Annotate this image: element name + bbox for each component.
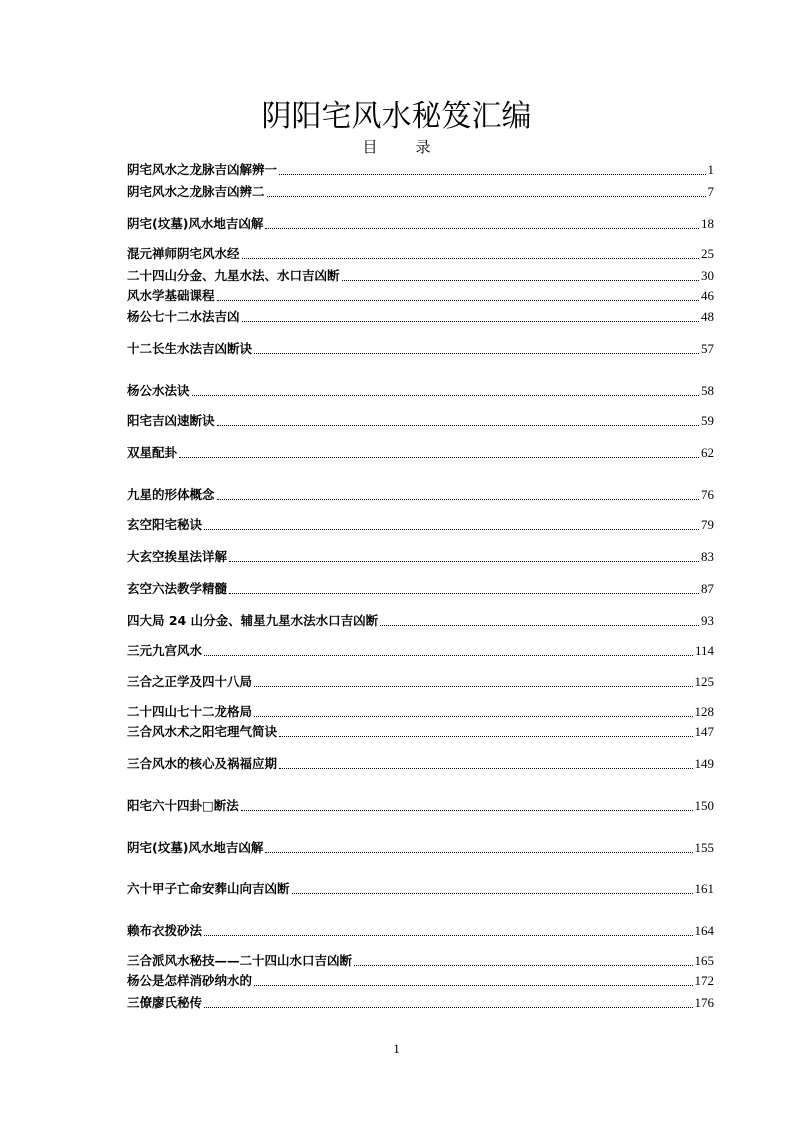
toc-entry-page: 59 (701, 413, 714, 428)
toc-entry-title: 三合之正学及四十八局 (127, 674, 253, 689)
toc-entry-page: 128 (694, 704, 714, 719)
toc-entry-page: 1 (707, 162, 714, 177)
dot-leader (254, 984, 692, 986)
toc-entry-title: 杨公七十二水法吉凶 (127, 309, 240, 324)
toc-entry-page: 172 (694, 973, 714, 988)
toc-entry-title: 三元九宫风水 (127, 643, 203, 658)
toc-entry[interactable] (127, 877, 714, 897)
toc-entry-page: 165 (694, 953, 714, 968)
toc-entry-title: 阳宅吉凶速断诀 (127, 413, 215, 428)
dot-leader (179, 456, 699, 458)
toc-entry[interactable] (127, 545, 714, 565)
toc-entry-title: 玄空阳宅秘诀 (127, 517, 203, 532)
toc-entry-title: 杨公水法诀 (127, 383, 190, 398)
toc-entry-title: 杨公是怎样消砂纳水的 (127, 973, 253, 988)
dot-leader (279, 767, 692, 769)
page-number: 1 (393, 1041, 400, 1056)
dot-leader (354, 964, 692, 966)
toc-entry-title: 赖布衣拨砂法 (127, 923, 203, 938)
toc-entry-title: 四大局 24 山分金、辅星九星水法水口吉凶断 (127, 613, 379, 628)
toc-entry[interactable] (127, 305, 714, 325)
dot-leader (279, 735, 692, 737)
toc-entry-page: 83 (701, 549, 714, 564)
toc-entry-title: 三合风水的核心及祸福应期 (127, 756, 278, 771)
dot-leader (217, 498, 699, 500)
toc-entry-page: 46 (701, 288, 714, 303)
toc-entry-title: 三僚廖氏秘传 (127, 995, 203, 1010)
toc-entry-title: 九星的形体概念 (127, 487, 215, 502)
toc-entry-page: 93 (701, 613, 714, 628)
toc-entry-page: 48 (701, 309, 714, 324)
toc-entry-page: 164 (694, 923, 714, 938)
toc-entry-page: 161 (694, 881, 714, 896)
toc-entry[interactable] (127, 409, 714, 429)
dot-leader (265, 851, 692, 853)
toc-entry-title: 阴宅风水之龙脉吉凶解辨一 (127, 162, 278, 177)
toc-entry-title: 玄空六法教学精髓 (127, 581, 228, 596)
dot-leader (241, 809, 693, 811)
toc-entry[interactable] (127, 379, 714, 399)
toc-entry-page: 62 (701, 445, 714, 460)
dot-leader (254, 685, 692, 687)
toc-entry[interactable] (127, 483, 714, 503)
toc-entry-title: 阴宅(坟墓)风水地吉凶解 (127, 216, 264, 231)
toc-entry-page: 155 (694, 840, 714, 855)
toc-entry-title: 十二长生水法吉凶断诀 (127, 341, 253, 356)
toc-entry[interactable] (127, 284, 714, 304)
dot-leader (229, 560, 699, 562)
toc-entry-page: 150 (694, 798, 714, 813)
toc-entry-page: 125 (694, 674, 714, 689)
dot-leader (204, 934, 692, 936)
dot-leader (380, 624, 699, 626)
toc-entry[interactable] (127, 949, 714, 969)
toc-entry-title: 阴宅(坟墓)风水地吉凶解 (127, 840, 264, 855)
dot-leader (204, 528, 699, 530)
toc-entry[interactable] (127, 919, 714, 939)
dot-leader (267, 195, 706, 197)
document-title: 阴阳宅风水秘笈汇编 (261, 99, 532, 134)
toc-entry[interactable] (127, 158, 714, 178)
toc-entry-page: 30 (701, 268, 714, 283)
toc-heading: 目录 (362, 138, 469, 156)
toc-entry-title: 六十甲子亡命安葬山向吉凶断 (127, 881, 290, 896)
toc-entry[interactable] (127, 794, 714, 814)
toc-entry-page: 176 (694, 995, 714, 1010)
dot-leader (292, 892, 693, 894)
toc-entry-page: 18 (701, 216, 714, 231)
toc-entry-title: 阳宅六十四卦□断法 (127, 798, 239, 813)
toc-entry-page: 25 (701, 246, 714, 261)
toc-entry-title: 双星配卦 (127, 445, 178, 460)
toc-entry-page: 87 (701, 581, 714, 596)
dot-leader (254, 715, 692, 717)
toc-entry-title: 混元禅师阴宅风水经 (127, 246, 240, 261)
toc-entry-title: 三合风水术之阳宅理气简诀 (127, 724, 278, 739)
toc-entry[interactable] (127, 609, 714, 629)
dot-leader (204, 654, 693, 656)
toc-entry-page: 149 (694, 756, 714, 771)
toc-entry[interactable] (127, 991, 714, 1011)
toc-entry-page: 76 (701, 487, 714, 502)
toc-entry[interactable] (127, 441, 714, 461)
toc-entry[interactable] (127, 264, 714, 284)
dot-leader (217, 424, 699, 426)
dot-leader (229, 592, 699, 594)
toc-entry-page: 147 (694, 724, 714, 739)
toc-entry[interactable] (127, 969, 714, 989)
dot-leader (342, 279, 699, 281)
dot-leader (242, 320, 699, 322)
toc-entry-page: 79 (701, 517, 714, 532)
dot-leader (192, 394, 699, 396)
toc-entry[interactable] (127, 212, 714, 232)
toc-entry-page: 7 (707, 184, 714, 199)
dot-leader (265, 227, 699, 229)
toc-entry[interactable] (127, 639, 714, 659)
dot-leader (254, 352, 699, 354)
toc-entry[interactable] (127, 577, 714, 597)
toc-entry-title: 大玄空挨星法详解 (127, 549, 228, 564)
toc-entry[interactable] (127, 337, 714, 357)
toc-entry[interactable] (127, 180, 714, 200)
toc-entry-title: 风水学基础课程 (127, 288, 215, 303)
toc-entry[interactable] (127, 720, 714, 740)
toc-entry[interactable] (127, 700, 714, 720)
dot-leader (204, 1006, 692, 1008)
toc-entry[interactable] (127, 752, 714, 772)
toc-entry-page: 57 (701, 341, 714, 356)
dot-leader (279, 173, 705, 175)
toc-entry-title: 阴宅风水之龙脉吉凶辨二 (127, 184, 265, 199)
toc-entry[interactable] (127, 242, 714, 262)
toc-entry-page: 114 (694, 643, 714, 658)
toc-entry[interactable] (127, 836, 714, 856)
toc-entry[interactable] (127, 513, 714, 533)
dot-leader (217, 299, 699, 301)
toc-entry[interactable] (127, 670, 714, 690)
toc-entry-page: 58 (701, 383, 714, 398)
toc-entry-title: 三合派风水秘技——二十四山水口吉凶断 (127, 953, 353, 968)
dot-leader (242, 257, 699, 259)
toc-entry-title: 二十四山七十二龙格局 (127, 704, 253, 719)
toc-entry-title: 二十四山分金、九星水法、水口吉凶断 (127, 268, 340, 283)
